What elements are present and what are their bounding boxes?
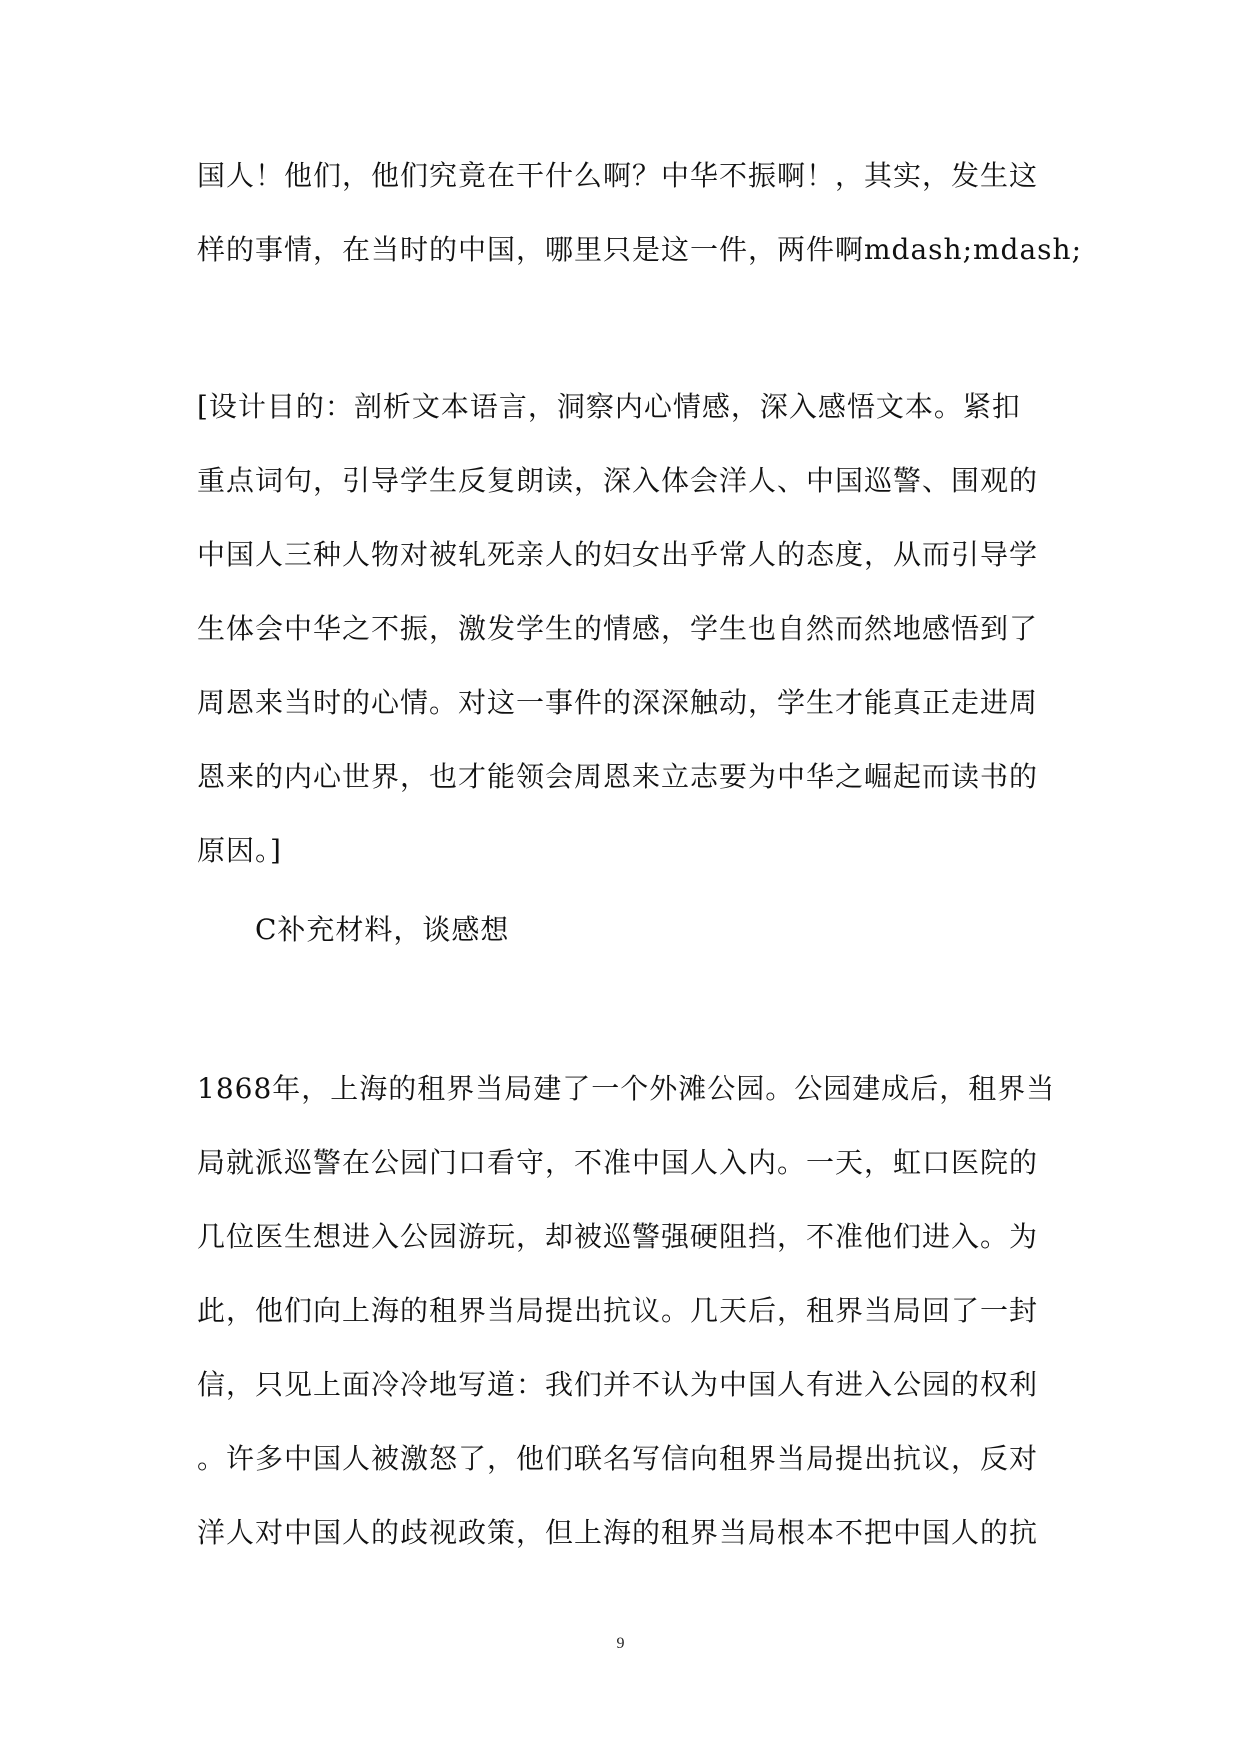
text-line: 洋人对中国人的歧视政策，但上海的租界当局根本不把中国人的抗: [197, 1516, 1039, 1549]
paragraph-1: [197, 139, 1083, 287]
text-line: 原因。]: [197, 834, 282, 867]
text-line: 1868年，上海的租界当局建了一个外滩公园。公园建成后，租界当: [197, 1072, 1056, 1105]
text-line: 信，只见上面冷冷地写道：我们并不认为中国人有进入公园的权利: [197, 1368, 1039, 1401]
paragraph-supplementary-material: [197, 1052, 1056, 1570]
text-line: 周恩来当时的心情。对这一事件的深深触动，学生才能真正走进周: [197, 686, 1039, 719]
text-line: 几位医生想进入公园游玩，却被巡警强硬阻挡，不准他们进入。为: [197, 1220, 1039, 1253]
text-line: [设计目的：剖析文本语言，洞察内心情感，深入感悟文本。紧扣: [197, 390, 1021, 423]
page-number: 9: [616, 1635, 625, 1652]
paragraph-design-purpose: [197, 370, 1047, 888]
text-line: 样的事情，在当时的中国，哪里只是这一件，两件啊mdash;mdash;: [197, 233, 1083, 266]
text-line: 。许多中国人被激怒了，他们联名写信向租界当局提出抗议，反对: [197, 1442, 1039, 1475]
text-line: 生体会中华之不振，激发学生的情感，学生也自然而然地感悟到了: [197, 612, 1039, 645]
text-line: 此，他们向上海的租界当局提出抗议。几天后，租界当局回了一封: [197, 1294, 1039, 1327]
text-line: 局就派巡警在公园门口看守，不准中国人入内。一天，虹口医院的: [197, 1146, 1039, 1179]
text-line: 国人！他们，他们究竟在干什么啊？中华不振啊！，其实，发生这: [197, 159, 1039, 192]
text-line: 重点词句，引导学生反复朗读，深入体会洋人、中国巡警、围观的: [197, 464, 1039, 497]
text-line: 中国人三种人物对被轧死亲人的妇女出乎常人的态度，从而引导学: [197, 538, 1039, 571]
section-heading: C补充材料，谈感想: [255, 913, 510, 946]
text-line: 恩来的内心世界，也才能领会周恩来立志要为中华之崛起而读书的: [197, 760, 1039, 793]
